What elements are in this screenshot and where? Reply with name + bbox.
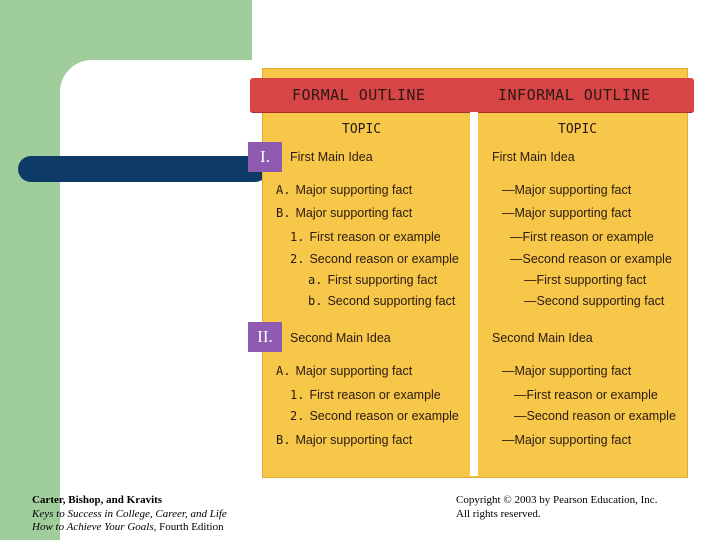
rights-line: All rights reserved. — [456, 507, 541, 520]
informal-line: —Major supporting fact — [502, 183, 632, 197]
formal-main-idea-2: Second Main Idea — [290, 331, 391, 345]
formal-item-1: 1. First reason or example — [290, 230, 441, 244]
informal-line: —First reason or example — [514, 388, 658, 402]
formal-item-2-2: 2. Second reason or example — [290, 409, 459, 423]
formal-item-2: 2. Second reason or example — [290, 252, 459, 266]
formal-main-idea-1: First Main Idea — [290, 150, 373, 164]
outline-header-banner — [250, 78, 694, 112]
book-citation — [32, 494, 227, 535]
roman-numeral-one-marker: I. — [248, 142, 282, 172]
copyright-line: Copyright © 2003 by Pearson Education, Inc. — [456, 494, 658, 506]
formal-item-a-sub: a. First supporting fact — [308, 273, 438, 287]
informal-line: —Second supporting fact — [524, 294, 665, 308]
formal-item-b2: B. Major supporting fact — [276, 433, 413, 447]
book-subtitle: How to Achieve Your Goals, Fourth Edition — [32, 521, 224, 533]
formal-item-b: B. Major supporting fact — [276, 206, 413, 220]
informal-line: —First supporting fact — [524, 273, 647, 287]
copyright-notice — [456, 494, 657, 521]
formal-topic-label: TOPIC — [342, 122, 382, 137]
informal-line: —Second reason or example — [510, 252, 672, 266]
informal-line: —Major supporting fact — [502, 364, 632, 378]
informal-main-idea-2: Second Main Idea — [492, 331, 593, 345]
informal-main-idea-1: First Main Idea — [492, 150, 575, 164]
formal-item-b-sub: b. Second supporting fact — [308, 294, 456, 308]
informal-topic-label: TOPIC — [558, 122, 598, 137]
formal-item-a: A. Major supporting fact — [276, 183, 413, 197]
formal-item-1-2: 1. First reason or example — [290, 388, 441, 402]
informal-line: —Major supporting fact — [502, 206, 632, 220]
informal-line: —First reason or example — [510, 230, 654, 244]
navy-bar-decoration — [18, 156, 268, 182]
formal-item-a2: A. Major supporting fact — [276, 364, 413, 378]
book-title: Keys to Success in College, Career, and Life — [32, 507, 227, 520]
informal-line: —Second reason or example — [514, 409, 676, 423]
authors: Carter, Bishop, and Kravits — [32, 494, 163, 506]
informal-line: —Major supporting fact — [502, 433, 632, 447]
column-divider — [470, 112, 478, 476]
informal-outline-heading: INFORMAL OUTLINE — [498, 86, 651, 104]
formal-outline-heading: FORMAL OUTLINE — [292, 86, 426, 104]
roman-numeral-two-marker: II. — [248, 322, 282, 352]
